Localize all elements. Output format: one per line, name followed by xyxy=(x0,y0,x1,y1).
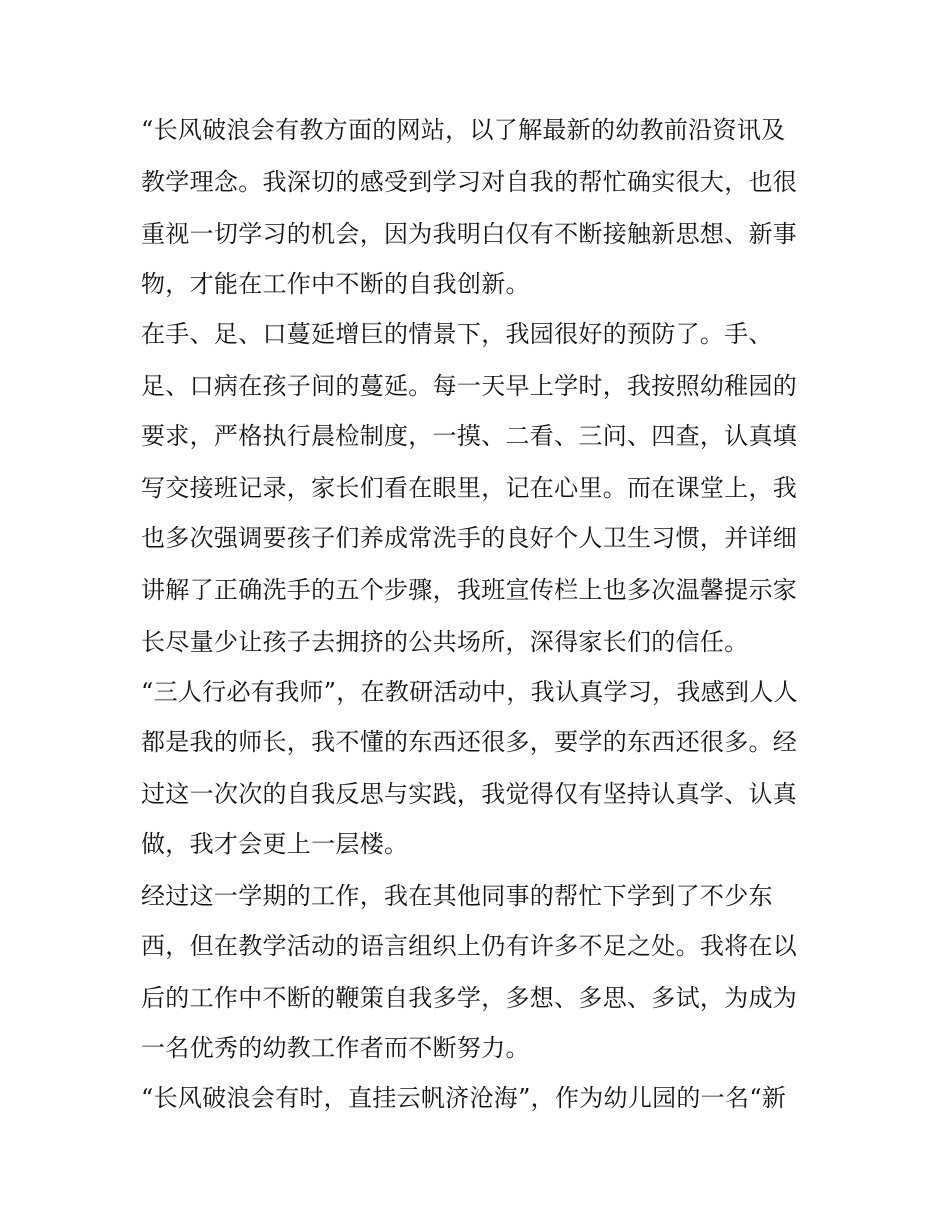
text-line: 西，但在教学活动的语言组织上仍有许多不足之处。我将在以 xyxy=(141,932,798,960)
text-line: 教学理念。我深切的感受到学习对自我的帮忙确实很大，也很 xyxy=(141,168,798,196)
text-line: 都是我的师长，我不懂的东西还很多，要学的东西还很多。经 xyxy=(141,728,798,756)
text-line: “长风破浪会有教方面的网站，以了解最新的幼教前沿资讯及 xyxy=(141,116,786,144)
text-line: 经过这一学期的工作，我在其他同事的帮忙下学到了不少东 xyxy=(141,882,773,910)
text-line: “三人行必有我师”，在教研活动中，我认真学习，我感到人人 xyxy=(141,678,798,706)
text-line: “长风破浪会有时，直挂云帆济沧海”，作为幼儿园的一名“新 xyxy=(141,1084,787,1112)
text-line: 做，我才会更上一层楼。 xyxy=(141,830,409,858)
text-line: 在手、足、口蔓延增巨的情景下，我园很好的预防了。手、 xyxy=(141,320,773,348)
text-line: 重视一切学习的机会，因为我明白仅有不断接触新思想、新事 xyxy=(141,220,798,248)
text-line: 过这一次次的自我反思与实践，我觉得仅有坚持认真学、认真 xyxy=(141,780,798,808)
text-line: 足、口病在孩子间的蔓延。每一天早上学时，我按照幼稚园的 xyxy=(141,372,798,400)
text-line: 长尽量少让孩子去拥挤的公共场所，深得家长们的信任。 xyxy=(141,628,749,656)
text-line: 物，才能在工作中不断的自我创新。 xyxy=(141,270,530,298)
text-line: 要求，严格执行晨检制度，一摸、二看、三问、四查，认真填 xyxy=(141,422,798,450)
text-line: 一名优秀的幼教工作者而不断努力。 xyxy=(141,1034,530,1062)
text-line: 后的工作中不断的鞭策自我多学，多想、多思、多试，为成为 xyxy=(141,984,798,1012)
text-line: 也多次强调要孩子们养成常洗手的良好个人卫生习惯，并详细 xyxy=(141,524,798,552)
text-line: 讲解了正确洗手的五个步骤，我班宣传栏上也多次温馨提示家 xyxy=(141,576,798,604)
text-line: 写交接班记录，家长们看在眼里，记在心里。而在课堂上，我 xyxy=(141,474,798,502)
